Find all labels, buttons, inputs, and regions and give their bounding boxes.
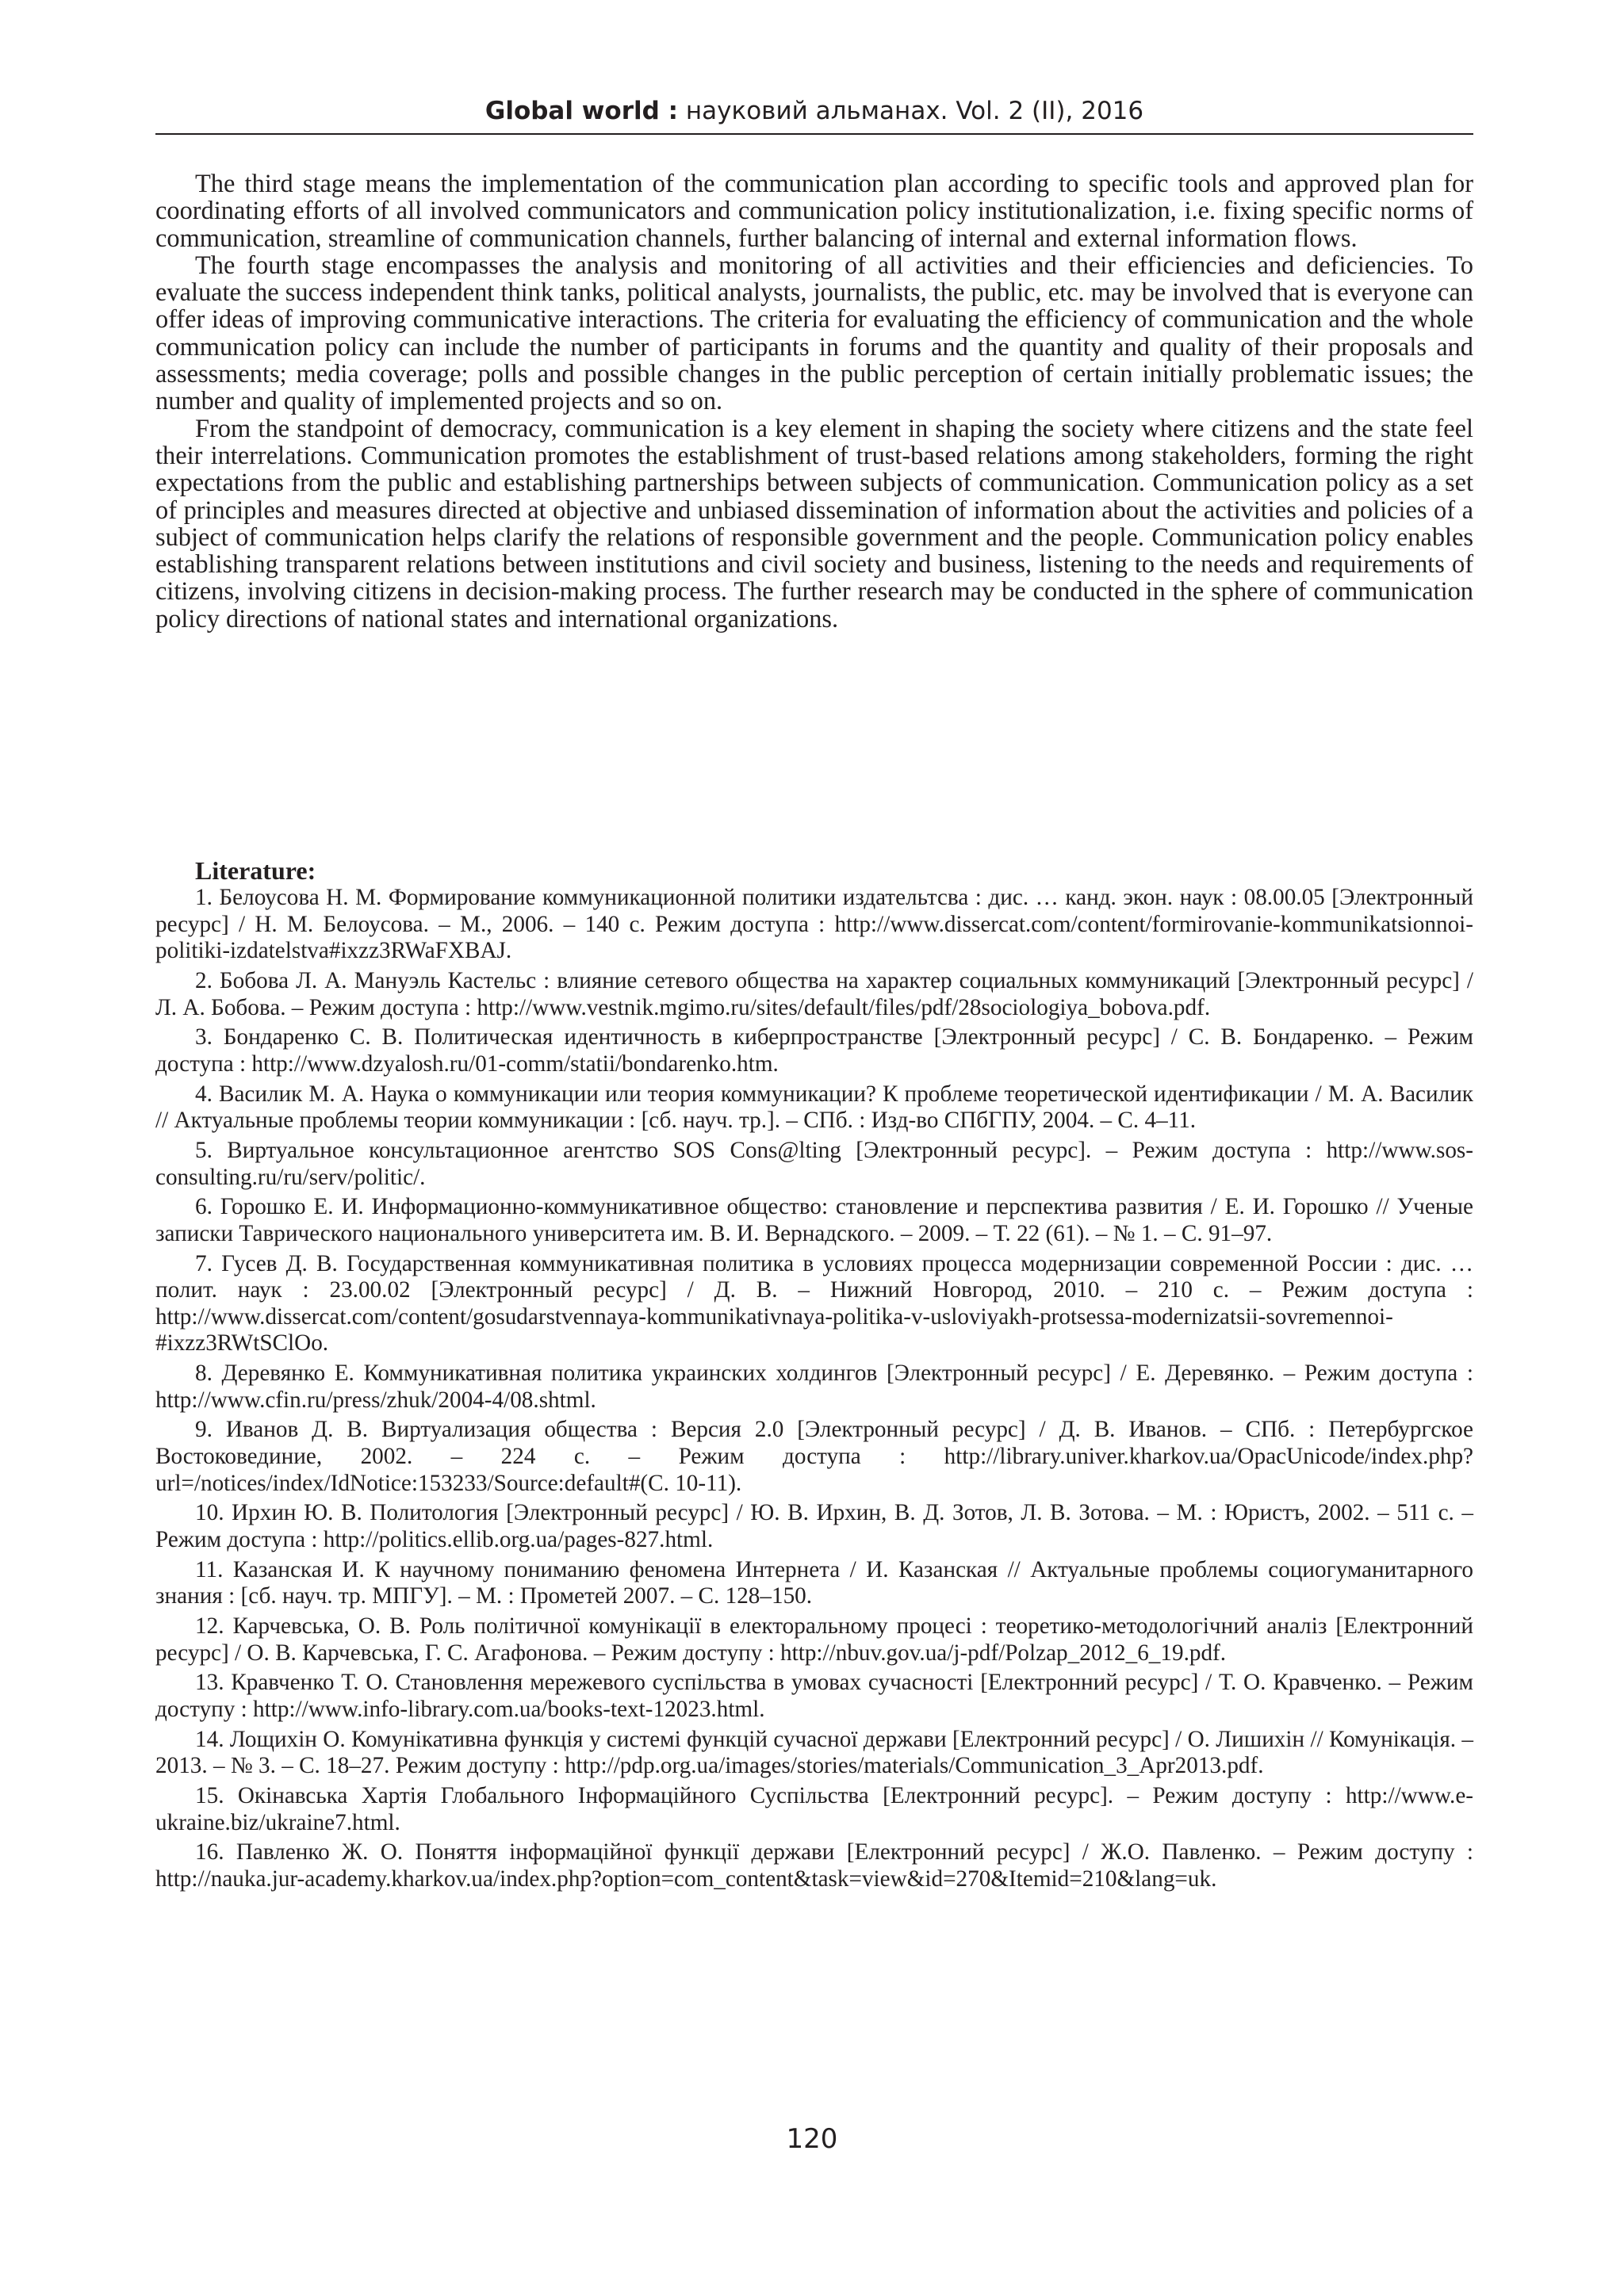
reference-item: 12. Карчевська, О. В. Роль політичної комунікації в електоральному процесі : теоретико-методологічний аналіз [Електронний ресурс] / О. В. Карчевська, Г. С. Агафонова. – Режим доступу : http://nbuv.gov.ua/j-pdf/Polzap_2012_6_19.pdf. [155, 1613, 1473, 1666]
reference-item: 15. Окінавська Хартія Глобального Інформаційного Суспільства [Електронний ресурс]. – Режим доступу : http://www.e-ukraine.biz/ukraine7.html. [155, 1782, 1473, 1835]
reference-item: 9. Иванов Д. В. Виртуализация общества : Версия 2.0 [Электронный ресурс] / Д. В. Иванов. – СПб. : Петербургское Востоковединие, 2002. – 224 с. – Режим доступа : http://library.univer.kharkov.ua/OpacUnicode/index.php?url=/notices/index/IdNotice:153233/Source:default#(С. 10-11). [155, 1417, 1473, 1496]
paragraph: From the standpoint of democracy, communication is a key element in shaping the society where citizens and the state feel their interrelations. Communication promotes the establishment of trust-based relations among stakeholders, forming the right expectations from the public and establishing partnerships between subjects of communication. Communication policy as a set of principles and measures directed at objective and unbiased dissemination of information about the activities and policies of a subject of communication helps clarify the relations of responsible government and the people. Communication policy enables establishing transparent relations between institutions and civil society and business, listening to the needs and requirements of citizens, involving citizens in decision-making process. The further research may be conducted in the sphere of communication policy directions of national states and international organizations. [155, 414, 1473, 633]
page-number: 120 [786, 2123, 838, 2155]
reference-list [155, 885, 1473, 1896]
reference-item: 3. Бондаренко С. В. Политическая идентичность в киберпространстве [Электронный ресурс] / С. В. Бондаренко. – Режим доступа : http://www.dzyalosh.ru/01-comm/statii/bondarenko.htm. [155, 1024, 1473, 1077]
article-body [155, 170, 1473, 633]
paragraph: The third stage means the implementation of the communication plan according to specific tools and approved plan for coordinating efforts of all involved communicators and communication policy institutionalization, i.e. fixing specific norms of communication, streamline of communication channels, further balancing of internal and external information flows. [155, 170, 1473, 253]
journal-title: Global world : [485, 97, 679, 125]
reference-item: 10. Ирхин Ю. В. Политология [Электронный ресурс] / Ю. В. Ирхин, В. Д. Зотов, Л. В. Зотова. – М. : Юристъ, 2002. – 511 с. – Режим доступа : http://politics.ellib.org.ua/pages-827.html. [155, 1500, 1473, 1552]
reference-item: 2. Бобова Л. А. Мануэль Кастельс : влияние сетевого общества на характер социальных коммуникаций [Электронный ресурс] / Л. А. Бобова. – Режим доступа : http://www.vestnik.mgimo.ru/sites/default/files/pdf/28sociologiya_bobova.pdf. [155, 967, 1473, 1020]
reference-item: 11. Казанская И. К научному пониманию феномена Интернета / И. Казанская // Актуальные проблемы социогуманитарного знания : [сб. науч. тр. МПГУ]. – М. : Прометей 2007. – С. 128–150. [155, 1556, 1473, 1609]
reference-item: 4. Василик М. А. Наука о коммуникации или теория коммуникации? К проблеме теоретической идентификации / М. А. Василик // Актуальные проблемы теории коммуникации : [сб. науч. тр.]. – СПб. : Изд-во СПбГПУ, 2004. – С. 4–11. [155, 1081, 1473, 1134]
reference-item: 5. Виртуальное консультационное агентство SOS Cons@lting [Электронный ресурс]. – Режим доступа : http://www.sos-consulting.ru/ru/serv/politic/. [155, 1137, 1473, 1190]
running-header [155, 95, 1473, 127]
reference-item: 16. Павленко Ж. О. Поняття інформаційної функції держави [Електронний ресурс] / Ж.О. Павленко. – Режим доступу : http://nauka.jur-academy.kharkov.ua/index.php?option=com_content&task=view&id=270&Itemid=210&lang=uk. [155, 1839, 1473, 1892]
reference-item: 13. Кравченко Т. О. Становлення мережевого суспільства в умовах сучасності [Електронний ресурс] / Т. О. Кравченко. – Режим доступу : http://www.info-library.com.ua/books-text-12023.html. [155, 1670, 1473, 1722]
header-divider [155, 133, 1473, 135]
reference-item: 8. Деревянко Е. Коммуникативная политика украинских холдингов [Электронный ресурс] / Е. Деревянко. – Режим доступа : http://www.cfin.ru/press/zhuk/2004-4/08.shtml. [155, 1360, 1473, 1413]
reference-item: 1. Белоусова Н. М. Формирование коммуникационной политики издательтсва : дис. … канд. экон. наук : 08.00.05 [Электронный ресурс] / Н. М. Белоусова. – М., 2006. – 140 с. Режим доступа : http://www.dissercat.com/content/formirovanie-kommunikatsionnoi-politiki-izdatelstva#ixzz3RWaFXBAJ. [155, 885, 1473, 964]
literature-heading: Literature: [195, 856, 316, 885]
reference-item: 6. Горошко Е. И. Информационно-коммуникативное общество: становление и перспектива развития / Е. И. Горошко // Ученые записки Таврического национального университета им. В. И. Вернадского. – 2009. – Т. 22 (61). – № 1. – С. 91–97. [155, 1194, 1473, 1246]
reference-item: 14. Лощихін О. Комунікативна функція у системі функцій сучасної держави [Електронний ресурс] / О. Лишихін // Комунікація. – 2013. – № 3. – С. 18–27. Режим доступу : http://pdp.org.ua/images/stories/materials/Communication_3_Apr2013.pdf. [155, 1726, 1473, 1779]
journal-issue-info: науковий альманах. Vol. 2 (II), 2016 [678, 97, 1144, 125]
paragraph: The fourth stage encompasses the analysis and monitoring of all activities and their efficiencies and deficiencies. To evaluate the success independent think tanks, political analysts, journalists, the public, etc. may be involved that is everyone can offer ideas of improving communicative interactions. The criteria for evaluating the efficiency of communication and the whole communication policy can include the number of participants in forums and the quantity and quality of their proposals and assessments; media coverage; polls and possible changes in the public perception of certain initially problematic issues; the number and quality of implemented projects and so on. [155, 251, 1473, 416]
reference-item: 7. Гусев Д. В. Государственная коммуникативная политика в условиях процесса модернизации современной России : дис. … полит. наук : 23.00.02 [Электронный ресурс] / Д. В. – Нижний Новгород, 2010. – 210 с. – Режим доступа : http://www.dissercat.com/content/gosudarstvennaya-kommunikativnaya-politika-v-usloviyakh-protsessa-modernizatsii-sovremennoi-#ixzz3RWtSClOo. [155, 1250, 1473, 1357]
